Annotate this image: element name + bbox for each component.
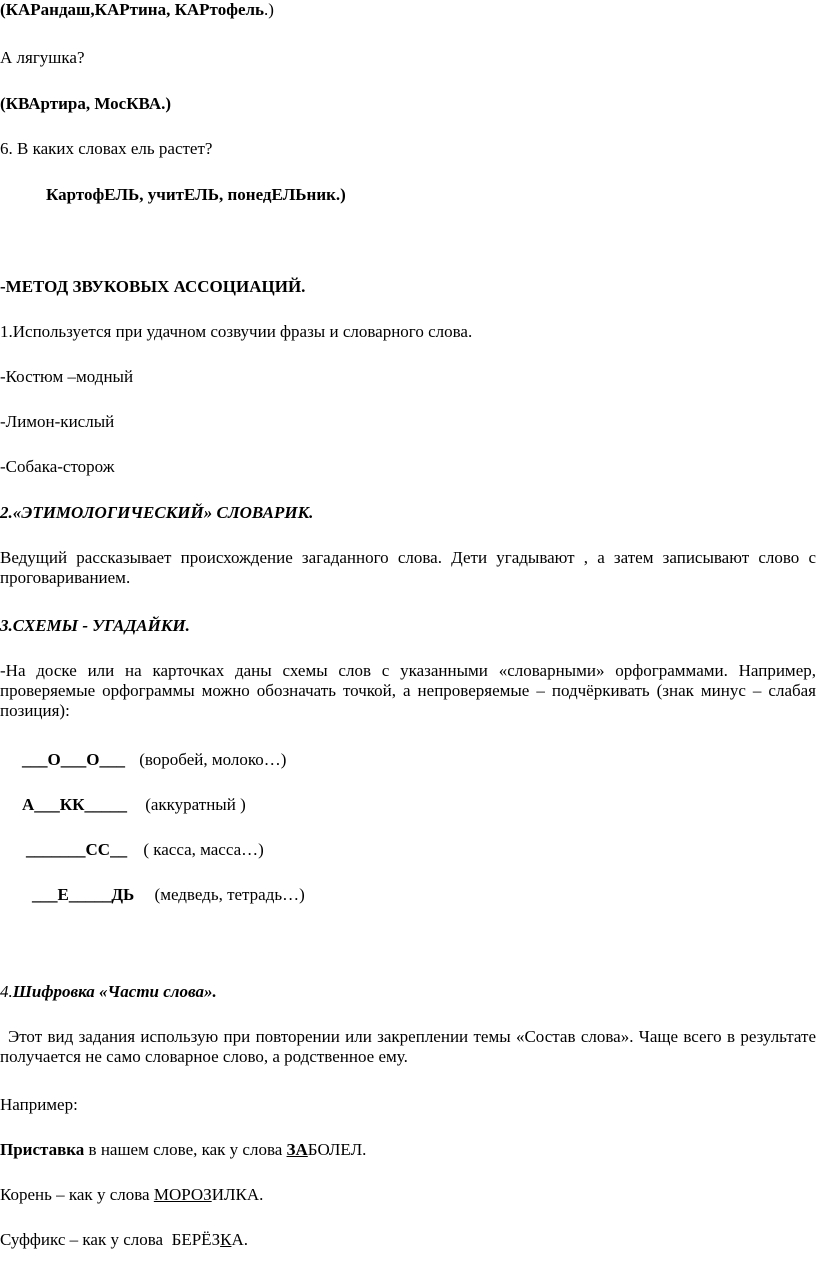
root-highlight: МОРОЗ [153, 1185, 212, 1204]
root-line [0, 1185, 263, 1205]
answer-kva: (КВАртира, МосКВА.) [0, 94, 172, 113]
etymology-paragraph: Ведущий рассказывает происхождение загаданного слова. Дети угадывают , а затем записывают слово с проговариванием. [0, 548, 816, 587]
prefix-rest: БОЛЕЛ. [307, 1140, 367, 1159]
scheme-examples: (медведь, тетрадь…) [154, 885, 305, 904]
question-6: 6. В каких словах ель растет? [0, 139, 213, 158]
scheme-examples: (воробей, молоко…) [139, 750, 287, 769]
root-text: Корень – как у слова [0, 1185, 154, 1204]
root-rest: ИЛКА. [211, 1185, 264, 1204]
line-answer-kar [0, 0, 274, 20]
schemes-paragraph: -На доске или на карточках даны схемы слов с указанными «словарными» орфограммами. Например, проверяемые орфограммы можно обозначать точкой, а непроверяемые – подчёркивать (знак минус – слабая позиция): [0, 661, 816, 720]
example-costume: -Костюм –модный [0, 367, 134, 386]
answer-kar-bold: (КАРандаш,КАРтина, КАРтофель [0, 0, 265, 19]
answer-kar-tail: .) [264, 0, 274, 19]
scheme-pattern: _______СС__ [26, 840, 128, 859]
example-dog: -Собака-сторож [0, 457, 115, 476]
suffix-text: Суффикс – как у слова БЕРЁЗ [0, 1230, 221, 1249]
scheme-examples: ( касса, масса…) [143, 840, 264, 859]
heading-etymology: 2.«ЭТИМОЛОГИЧЕСКИЙ» СЛОВАРИК. [0, 503, 314, 522]
scheme-row [22, 795, 246, 815]
question-frog: А лягушка? [0, 48, 85, 67]
scheme-row [26, 840, 264, 860]
scheme-pattern: ___Е_____ДЬ [32, 885, 135, 904]
section4-number: 4. [0, 982, 13, 1001]
answer-el: КартофЕЛЬ, учитЕЛЬ, понедЕЛЬник.) [46, 185, 346, 204]
scheme-examples: (аккуратный ) [145, 795, 246, 814]
heading-sound-associations: -МЕТОД ЗВУКОВЫХ АССОЦИАЦИЙ. [0, 277, 306, 296]
suffix-line [0, 1230, 248, 1250]
suffix-highlight: К [220, 1230, 232, 1249]
heading-schemes: 3.СХЕМЫ - УГАДАЙКИ. [0, 616, 190, 635]
prefix-term: Приставка [0, 1140, 85, 1159]
scheme-row [32, 885, 305, 905]
prefix-text: в нашем слове, как у слова [84, 1140, 287, 1159]
prefix-line [0, 1140, 366, 1160]
section4-title: Шифровка «Части слова». [12, 982, 217, 1001]
scheme-pattern: А___КК_____ [22, 795, 127, 814]
heading-word-parts [0, 982, 217, 1002]
example-label: Например: [0, 1095, 78, 1114]
scheme-pattern: ___О___О___ [22, 750, 125, 769]
prefix-highlight: ЗА [286, 1140, 308, 1159]
word-parts-paragraph: Этот вид задания использую при повторении или закреплении темы «Состав слова». Чаще всего в результате получается не само словарное слово, а родственное ему. [0, 1027, 816, 1066]
method-description: 1.Используется при удачном созвучии фразы и словарного слова. [0, 322, 473, 341]
example-lemon: -Лимон-кислый [0, 412, 115, 431]
scheme-row [22, 750, 286, 770]
suffix-rest: А. [231, 1230, 248, 1249]
